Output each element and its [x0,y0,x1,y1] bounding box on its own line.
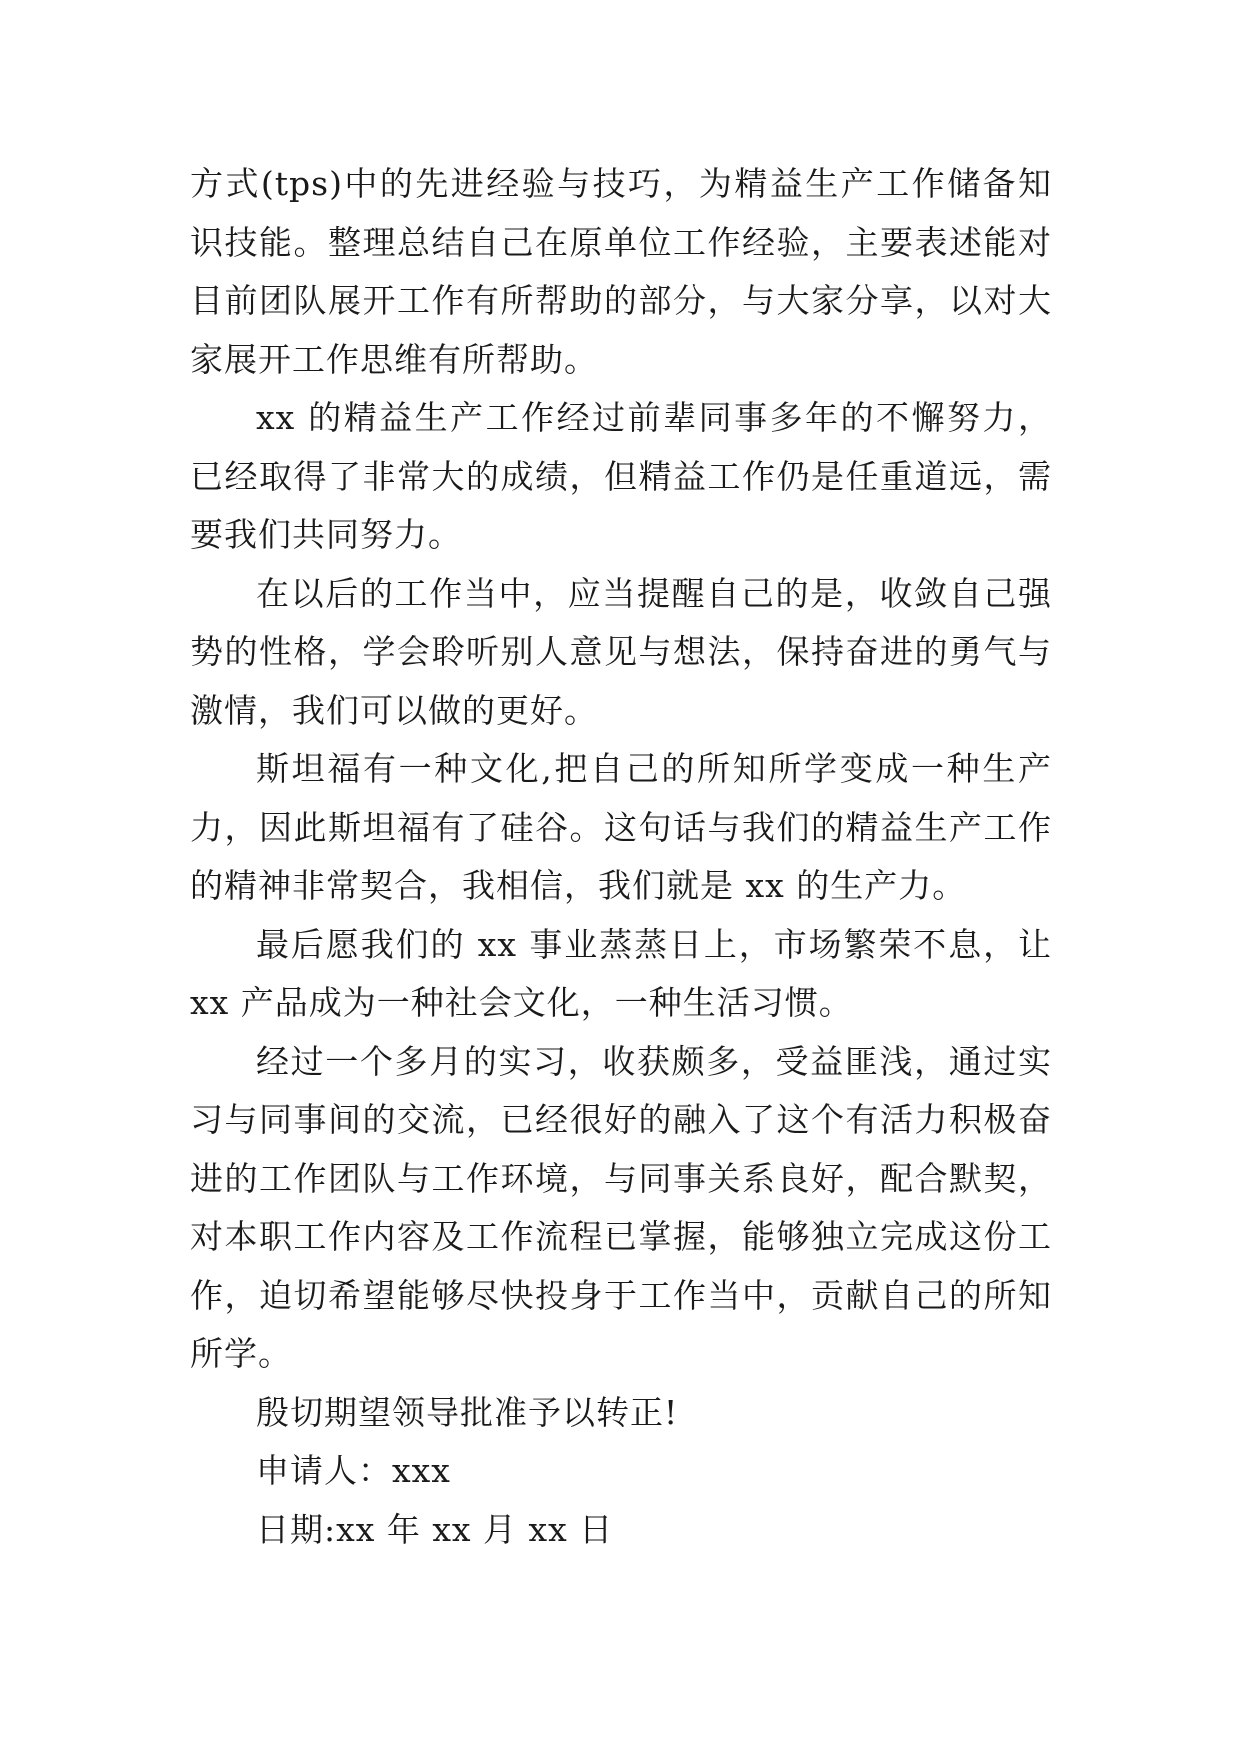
paragraph-5: 最后愿我们的 xx 事业蒸蒸日上，市场繁荣不息，让 xx 产品成为一种社会文化，一种生活习惯。 [190,924,1052,1022]
applicant-line: 申请人：xxx [256,1451,451,1490]
document-page [190,155,1052,1559]
paragraph-2: xx 的精益生产工作经过前辈同事多年的不懈努力，已经取得了非常大的成绩，但精益工作仍是任重道远，需要我们共同努力。 [190,398,1052,554]
paragraph-3: 在以后的工作当中，应当提醒自己的是，收敛自己强势的性格，学会聆听别人意见与想法，保持奋进的勇气与激情，我们可以做的更好。 [190,573,1052,730]
paragraph-4: 斯坦福有一种文化,把自己的所知所学变成一种生产力，因此斯坦福有了硅谷。这句话与我们的精益生产工作的精神非常契合，我相信，我们就是 xx 的生产力。 [190,749,1052,905]
date-line: 日期:xx 年 xx 月 xx 日 [256,1509,614,1549]
closing-line: 殷切期望领导批准予以转正! [256,1392,679,1432]
paragraph-6: 经过一个多月的实习，收获颇多，受益匪浅，通过实习与同事间的交流，已经很好的融入了这个有活力积极奋进的工作团队与工作环境，与同事关系良好，配合默契，对本职工作内容及工作流程已掌握，能够独立完成这份工作，迫切希望能够尽快投身于工作当中，贡献自己的所知所学。 [190,1041,1052,1373]
paragraph-1: 方式(tps)中的先进经验与技巧，为精益生产工作储备知识技能。整理总结自己在原单位工作经验，主要表述能对目前团队展开工作有所帮助的部分，与大家分享，以对大家展开工作思维有所帮助。 [190,164,1052,379]
